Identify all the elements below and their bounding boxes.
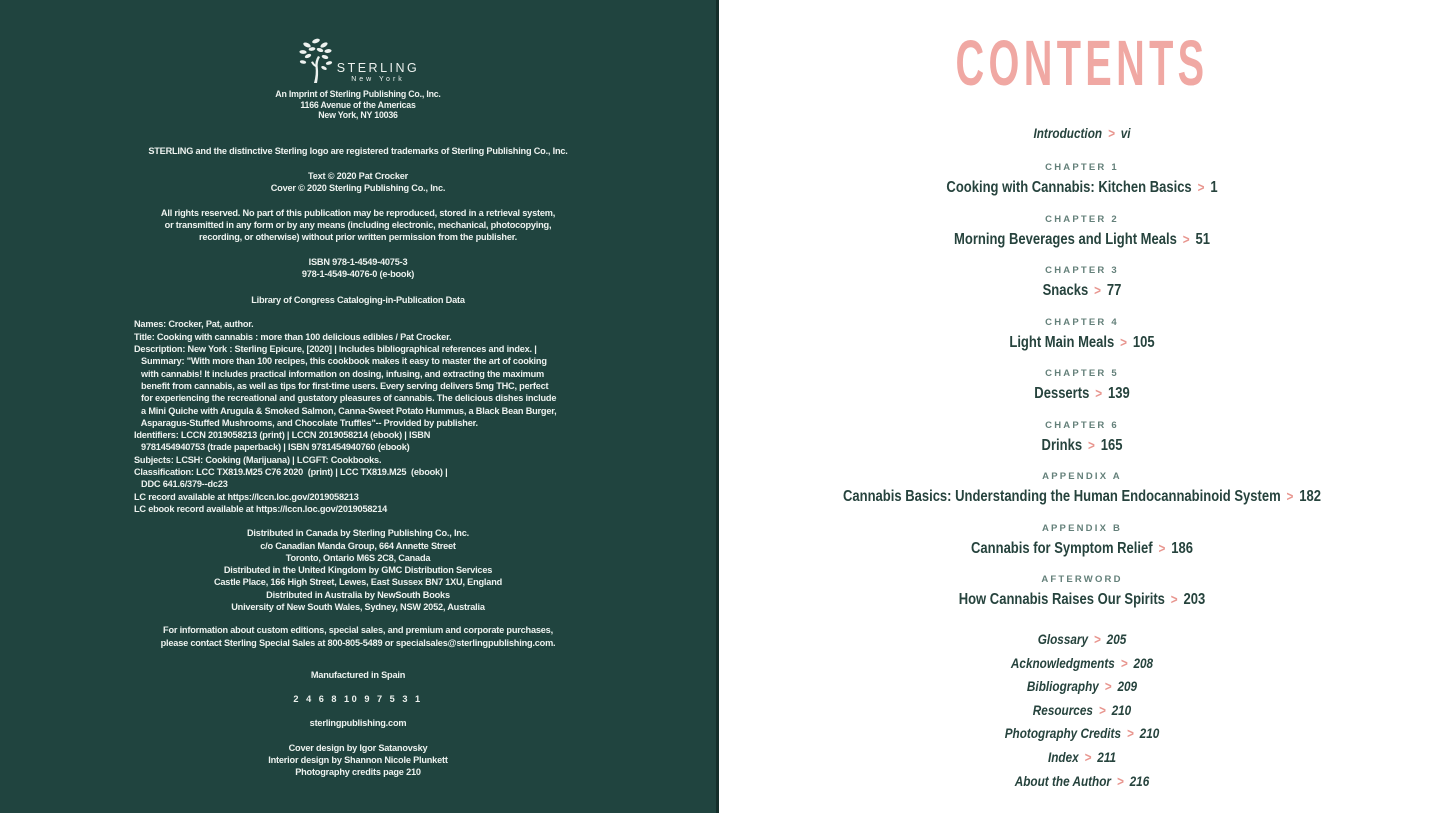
- chapter-title: Drinks: [1041, 436, 1083, 454]
- cip-line: Summary: "With more than 100 recipes, this cookbook makes it easy to master the art of cooking: [134, 356, 547, 367]
- cip-line: Title: Cooking with cannabis : more than 100 delicious edibles / Pat Crocker.: [134, 331, 452, 342]
- back-entry-label: About the Author: [1014, 772, 1111, 789]
- chapter-title: How Cannabis Raises Our Spirits: [958, 591, 1165, 608]
- arrow-separator: >: [1120, 333, 1128, 350]
- cip-line: Subjects: LCSH: Cooking (Marijuana) | LCGFT: Cookbooks.: [134, 454, 382, 465]
- cip-line: Names: Crocker, Pat, author.: [134, 319, 254, 330]
- cip-line: LC record available at https://lccn.loc.gov/2019058213: [134, 491, 359, 502]
- chapter-title: Light Main Meals: [1009, 333, 1115, 351]
- back-entry-label: Acknowledgments: [1010, 654, 1115, 671]
- cip-line: with cannabis! It includes practical information on dosing, infusing, and extracting the maximum: [134, 368, 545, 379]
- special-sales-line: please contact Sterling Special Sales at 800-805-5489 or specialsales@sterlingpublishing.com.: [160, 637, 556, 648]
- copyright-line: Cover © 2020 Sterling Publishing Co., Inc.: [270, 183, 446, 194]
- cip-line: 9781454940753 (trade paperback) | ISBN 9781454940760 (ebook): [134, 442, 410, 453]
- arrow-separator: >: [1126, 725, 1134, 742]
- chapter-kicker: CHAPTER 1: [1045, 162, 1119, 173]
- cip-line: Classification: LCC TX819.M25 C76 2020 (print) | LCC TX819.M25 (ebook) |: [134, 467, 448, 478]
- imprint-line: An Imprint of Sterling Publishing Co., Inc.: [275, 89, 441, 99]
- sterling-tree-icon: [297, 36, 335, 84]
- cip-line: LC ebook record available at https://lccn.loc.gov/2019058214: [134, 503, 388, 514]
- toc-chapter-entry: [719, 161, 1445, 199]
- arrow-separator: >: [1116, 772, 1124, 789]
- cip-line: for experiencing the recreational and gustatory pleasures of cannabis. The delicious dishes include: [134, 393, 557, 404]
- isbn-line: 978-1-4549-4076-0 (e-book): [301, 268, 415, 279]
- credit-line: Cover design by Igor Satanovsky: [288, 742, 428, 753]
- arrow-separator: >: [1120, 654, 1128, 671]
- back-entry-label: Glossary: [1037, 631, 1089, 647]
- loc-heading: Library of Congress Cataloging-in-Publication Data: [251, 295, 465, 306]
- arrow-separator: >: [1087, 436, 1095, 453]
- distribution-line: c/o Canadian Manda Group, 664 Annette Street: [260, 540, 456, 551]
- chapter-page-number: 51: [1195, 230, 1210, 248]
- toc-back-entry: [777, 652, 1387, 676]
- toc-chapter-entry: [719, 419, 1445, 457]
- distribution-line: Distributed in the United Kingdom by GMC Distribution Services: [223, 565, 493, 576]
- back-entry-label: Resources: [1032, 701, 1093, 718]
- cip-line: Description: New York : Sterling Epicure, [2020] | Includes bibliographical references and index. |: [134, 344, 537, 355]
- chapter-title: Cannabis Basics: Understanding the Human Endocannabinoid System: [842, 488, 1281, 505]
- chapter-kicker: APPENDIX B: [1041, 522, 1123, 534]
- toc-back-entry: [777, 746, 1387, 770]
- back-entry-page-number: 211: [1097, 748, 1117, 765]
- imprint-address: [0, 89, 716, 121]
- chapter-page-number: 139: [1107, 385, 1130, 402]
- publisher-city: New York: [351, 76, 405, 83]
- credit-line: Interior design by Shannon Nicole Plunkett: [268, 755, 448, 766]
- rights-line: All rights reserved. No part of this publication may be reproduced, stored in a retrieval system,: [160, 207, 556, 218]
- cip-data-block: [134, 318, 716, 515]
- cip-line: a Mini Quiche with Arugula & Smoked Salmon, Canna-Sweet Potato Hummus, a Black Bean Burger,: [134, 405, 557, 416]
- credit-line: Photography credits page 210: [295, 767, 421, 778]
- arrow-separator: >: [1084, 748, 1092, 765]
- toc-chapter-entry: [719, 573, 1445, 611]
- chapter-kicker: CHAPTER 5: [1045, 368, 1119, 379]
- chapter-page-number: 165: [1100, 436, 1123, 454]
- chapter-page-number: 203: [1183, 591, 1206, 608]
- toc-chapter-list: [719, 161, 1445, 611]
- imprint-line: 1166 Avenue of the Americas: [300, 99, 416, 110]
- cip-line: benefit from cannabis, as well as tips for first-time users. Every serving delivers 5mg THC, perfect: [134, 380, 549, 391]
- trademark-notice: STERLING and the distinctive Sterling logo are registered trademarks of Sterling Publishing Co., Inc.: [148, 145, 568, 156]
- toc-chapter-entry: [719, 213, 1445, 251]
- toc-intro-entry: [777, 122, 1387, 144]
- arrow-separator: >: [1197, 179, 1205, 195]
- chapter-kicker: AFTERWORD: [1041, 574, 1123, 585]
- rights-line: or transmitted in any form or by any means (including electronic, mechanical, photocopying,: [164, 219, 552, 230]
- distribution-block: [0, 527, 716, 613]
- back-entry-page-number: 209: [1117, 678, 1138, 695]
- chapter-page-number: 186: [1171, 539, 1193, 557]
- arrow-separator: >: [1286, 488, 1294, 504]
- chapter-title: Cooking with Cannabis: Kitchen Basics: [946, 179, 1192, 196]
- toc-chapter-entry: [719, 367, 1445, 405]
- chapter-kicker: CHAPTER 3: [1045, 265, 1119, 276]
- chapter-title: Desserts: [1034, 385, 1090, 402]
- back-entry-page-number: 210: [1111, 701, 1132, 718]
- intro-label: Introduction: [1033, 125, 1103, 141]
- page-title: CONTENTS: [955, 27, 1209, 99]
- toc-chapter-entry: [719, 522, 1445, 560]
- chapter-title: Cannabis for Symptom Relief: [971, 539, 1153, 557]
- isbn-block: [0, 256, 716, 281]
- back-entry-label: Bibliography: [1026, 678, 1099, 695]
- arrow-separator: >: [1182, 230, 1190, 247]
- manufactured-line: Manufactured in Spain: [310, 669, 406, 680]
- isbn-line: ISBN 978-1-4549-4075-3: [308, 256, 408, 267]
- chapter-title: Morning Beverages and Light Meals: [954, 230, 1177, 248]
- cip-line: DDC 641.6/379--dc23: [134, 479, 228, 490]
- back-entry-label: Photography Credits: [1004, 725, 1122, 742]
- toc-back-entry: [777, 722, 1387, 746]
- toc-back-entry: [777, 699, 1387, 723]
- printing-number-line: 2 4 6 8 10 9 7 5 3 1: [293, 694, 423, 705]
- copyright-line: Text © 2020 Pat Crocker: [307, 171, 409, 182]
- arrow-separator: >: [1104, 678, 1112, 695]
- distribution-line: Castle Place, 166 High Street, Lewes, East Sussex BN7 1XU, England: [213, 577, 503, 588]
- cip-line: Asparagus-Stuffed Mushrooms, and Chocolate Truffles"-- Provided by publisher.: [134, 417, 478, 428]
- back-entry-page-number: 210: [1139, 725, 1160, 742]
- toc-back-matter-list: [719, 628, 1445, 793]
- back-entry-page-number: 205: [1106, 631, 1127, 647]
- intro-page-number: vi: [1120, 125, 1131, 141]
- chapter-kicker: CHAPTER 4: [1045, 316, 1119, 328]
- distribution-line: Distributed in Canada by Sterling Publishing Co., Inc.: [247, 528, 469, 539]
- special-sales-block: [0, 624, 716, 649]
- chapter-kicker: APPENDIX A: [1042, 471, 1122, 482]
- special-sales-line: For information about custom editions, special sales, and premium and corporate purchases,: [163, 625, 553, 636]
- toc-back-entry: [777, 675, 1387, 699]
- publisher-logo: [0, 36, 716, 84]
- arrow-separator: >: [1158, 539, 1166, 556]
- chapter-page-number: 182: [1299, 488, 1322, 505]
- rights-notice: [0, 207, 716, 244]
- toc-back-entry: [777, 770, 1387, 794]
- chapter-page-number: 1: [1210, 179, 1218, 196]
- back-entry-page-number: 208: [1133, 654, 1154, 671]
- back-entry-label: Index: [1047, 748, 1079, 765]
- distribution-line: Distributed in Australia by NewSouth Books: [266, 589, 450, 600]
- distribution-line: University of New South Wales, Sydney, NSW 2052, Australia: [231, 601, 485, 612]
- distribution-line: Toronto, Ontario M6S 2C8, Canada: [285, 552, 431, 563]
- cip-line: Identifiers: LCCN 2019058213 (print) | LCCN 2019058214 (ebook) | ISBN: [134, 430, 431, 441]
- chapter-kicker: CHAPTER 2: [1045, 213, 1119, 225]
- copyright-page: [0, 0, 719, 813]
- back-entry-page-number: 216: [1129, 772, 1150, 789]
- toc-chapter-entry: [719, 316, 1445, 354]
- arrow-separator: >: [1093, 631, 1101, 647]
- imprint-line: New York, NY 10036: [318, 110, 398, 121]
- publisher-website: sterlingpublishing.com: [309, 718, 407, 729]
- arrow-separator: >: [1107, 125, 1115, 141]
- chapter-title: Snacks: [1042, 282, 1089, 299]
- publisher-brand: STERLING: [336, 61, 420, 75]
- arrow-separator: >: [1170, 591, 1178, 607]
- contents-page: [719, 0, 1445, 813]
- rights-line: recording, or otherwise) without prior written permission from the publisher.: [199, 232, 517, 243]
- arrow-separator: >: [1095, 385, 1103, 401]
- arrow-separator: >: [1098, 701, 1106, 718]
- chapter-page-number: 105: [1132, 333, 1155, 351]
- chapter-kicker: CHAPTER 6: [1045, 419, 1119, 431]
- design-credits: [0, 742, 716, 779]
- arrow-separator: >: [1094, 282, 1101, 298]
- toc-chapter-entry: [719, 470, 1445, 508]
- chapter-page-number: 77: [1106, 282, 1122, 299]
- toc-chapter-entry: [719, 264, 1445, 302]
- toc-back-entry: [777, 628, 1387, 652]
- copyright-notice: [0, 170, 716, 195]
